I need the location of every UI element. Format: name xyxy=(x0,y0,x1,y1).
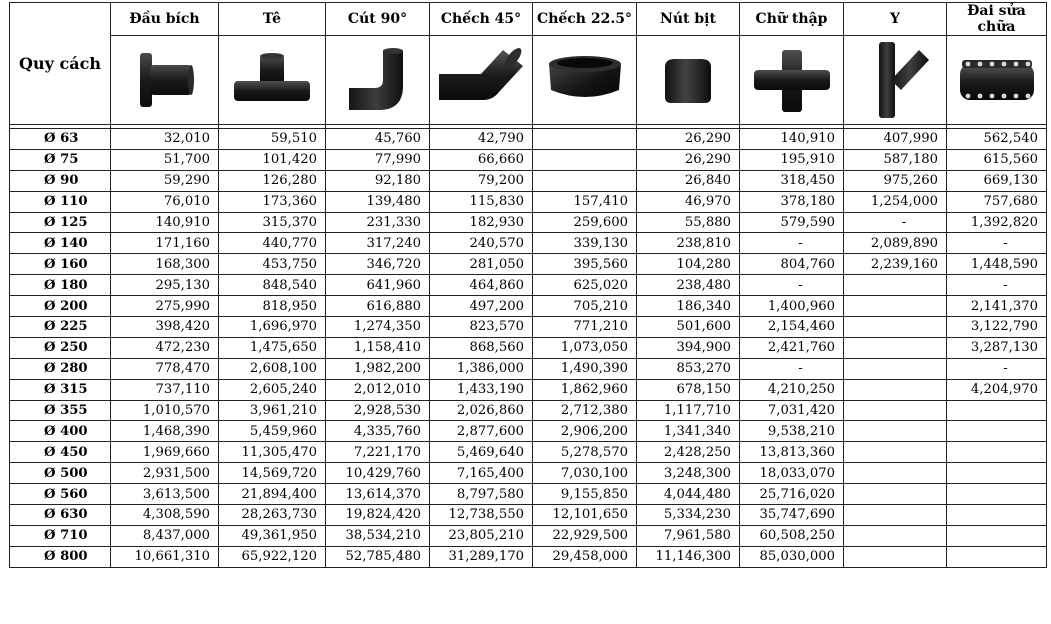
price-cell: 101,420 xyxy=(219,149,326,170)
size-cell: Ø 75 xyxy=(10,149,111,170)
price-cell: 9,155,850 xyxy=(533,484,637,505)
price-cell: 2,154,460 xyxy=(740,317,844,338)
price-cell: 4,044,480 xyxy=(637,484,740,505)
price-cell: 1,400,960 xyxy=(740,296,844,317)
price-cell xyxy=(844,317,947,338)
price-cell: 4,210,250 xyxy=(740,379,844,400)
price-cell xyxy=(533,129,637,150)
price-cell xyxy=(844,358,947,379)
price-cell: 2,141,370 xyxy=(947,296,1047,317)
price-cell: 240,570 xyxy=(430,233,533,254)
price-cell: 19,824,420 xyxy=(326,505,430,526)
price-cell: 59,510 xyxy=(219,129,326,150)
price-cell: 13,813,360 xyxy=(740,442,844,463)
table-row xyxy=(10,191,1047,212)
price-cell: 52,785,480 xyxy=(326,546,430,567)
price-cell: 275,990 xyxy=(111,296,219,317)
table-row xyxy=(10,129,1047,150)
column-header-cross: Chữ thập xyxy=(740,3,844,36)
price-cell: 12,101,650 xyxy=(533,505,637,526)
price-cell xyxy=(844,421,947,442)
price-cell: 171,160 xyxy=(111,233,219,254)
price-cell: 5,459,960 xyxy=(219,421,326,442)
price-cell: 2,421,760 xyxy=(740,337,844,358)
price-cell: 104,280 xyxy=(637,254,740,275)
price-cell: 1,341,340 xyxy=(637,421,740,442)
table-row xyxy=(10,149,1047,170)
price-cell: 77,990 xyxy=(326,149,430,170)
price-cell: 1,982,200 xyxy=(326,358,430,379)
price-cell: 2,428,250 xyxy=(637,442,740,463)
price-cell: 778,470 xyxy=(111,358,219,379)
price-cell: 55,880 xyxy=(637,212,740,233)
size-cell: Ø 710 xyxy=(10,525,111,546)
price-cell: 1,386,000 xyxy=(430,358,533,379)
price-cell: 823,570 xyxy=(430,317,533,338)
price-cell: 1,448,590 xyxy=(947,254,1047,275)
price-cell: 2,239,160 xyxy=(844,254,947,275)
price-cell: 3,248,300 xyxy=(637,463,740,484)
table-row xyxy=(10,400,1047,421)
table-row xyxy=(10,275,1047,296)
price-cell: 1,490,390 xyxy=(533,358,637,379)
header-name-row xyxy=(10,3,1047,36)
price-cell: 1,117,710 xyxy=(637,400,740,421)
price-cell: 853,270 xyxy=(637,358,740,379)
size-cell: Ø 225 xyxy=(10,317,111,338)
price-cell xyxy=(947,484,1047,505)
price-cell: 678,150 xyxy=(637,379,740,400)
price-cell: 59,290 xyxy=(111,170,219,191)
price-cell: 2,608,100 xyxy=(219,358,326,379)
price-cell: 1,862,960 xyxy=(533,379,637,400)
table-row xyxy=(10,546,1047,567)
price-cell: 281,050 xyxy=(430,254,533,275)
price-cell xyxy=(844,525,947,546)
price-cell: 3,122,790 xyxy=(947,317,1047,338)
cross-fitting-icon xyxy=(740,36,844,125)
table-row xyxy=(10,442,1047,463)
price-cell: 1,969,660 xyxy=(111,442,219,463)
price-cell: 394,900 xyxy=(637,337,740,358)
price-cell xyxy=(947,400,1047,421)
price-cell xyxy=(533,170,637,191)
price-cell: 615,560 xyxy=(947,149,1047,170)
price-cell: 346,720 xyxy=(326,254,430,275)
price-cell: 35,747,690 xyxy=(740,505,844,526)
column-header-repair-clamp: Đai sửa chữa xyxy=(947,3,1047,36)
price-cell: 9,538,210 xyxy=(740,421,844,442)
price-cell xyxy=(947,463,1047,484)
price-cell: 11,146,300 xyxy=(637,546,740,567)
price-cell: 182,930 xyxy=(430,212,533,233)
price-cell: 12,738,550 xyxy=(430,505,533,526)
price-cell xyxy=(844,296,947,317)
price-cell: 3,961,210 xyxy=(219,400,326,421)
price-cell: 13,614,370 xyxy=(326,484,430,505)
price-cell: 195,910 xyxy=(740,149,844,170)
tee-fitting-icon xyxy=(219,36,326,125)
column-header-y: Y xyxy=(844,3,947,36)
price-cell xyxy=(947,421,1047,442)
price-cell: 464,860 xyxy=(430,275,533,296)
price-cell: 625,020 xyxy=(533,275,637,296)
price-cell: 140,910 xyxy=(740,129,844,150)
price-cell: 398,420 xyxy=(111,317,219,338)
price-cell: 140,910 xyxy=(111,212,219,233)
price-cell: 259,600 xyxy=(533,212,637,233)
price-cell xyxy=(844,337,947,358)
elbow-22-5-icon xyxy=(533,36,637,125)
price-cell: - xyxy=(740,358,844,379)
price-table-body xyxy=(10,129,1047,568)
price-cell: 7,961,580 xyxy=(637,525,740,546)
price-cell: 115,830 xyxy=(430,191,533,212)
price-cell: 2,712,380 xyxy=(533,400,637,421)
price-cell: 804,760 xyxy=(740,254,844,275)
table-row xyxy=(10,296,1047,317)
elbow-45-icon xyxy=(430,36,533,125)
price-cell: 38,534,210 xyxy=(326,525,430,546)
price-cell: 317,240 xyxy=(326,233,430,254)
price-cell: 1,468,390 xyxy=(111,421,219,442)
price-cell: 315,370 xyxy=(219,212,326,233)
price-cell: 2,605,240 xyxy=(219,379,326,400)
price-cell: 1,254,000 xyxy=(844,191,947,212)
price-cell: 46,970 xyxy=(637,191,740,212)
table-row xyxy=(10,254,1047,275)
price-cell: 5,334,230 xyxy=(637,505,740,526)
price-cell: 126,280 xyxy=(219,170,326,191)
price-cell: 1,433,190 xyxy=(430,379,533,400)
price-cell: 2,928,530 xyxy=(326,400,430,421)
price-cell xyxy=(947,505,1047,526)
price-cell: 26,290 xyxy=(637,149,740,170)
price-cell: 60,508,250 xyxy=(740,525,844,546)
price-cell: 472,230 xyxy=(111,337,219,358)
table-row xyxy=(10,484,1047,505)
price-cell xyxy=(844,275,947,296)
price-cell: 587,180 xyxy=(844,149,947,170)
size-cell: Ø 560 xyxy=(10,484,111,505)
price-cell: 2,089,890 xyxy=(844,233,947,254)
price-cell: 139,480 xyxy=(326,191,430,212)
price-cell: 25,716,020 xyxy=(740,484,844,505)
header-image-row xyxy=(10,36,1047,125)
price-cell xyxy=(844,400,947,421)
price-cell xyxy=(844,484,947,505)
price-cell: 771,210 xyxy=(533,317,637,338)
price-cell: 49,361,950 xyxy=(219,525,326,546)
table-row xyxy=(10,212,1047,233)
price-cell: 157,410 xyxy=(533,191,637,212)
price-cell: 7,221,170 xyxy=(326,442,430,463)
price-cell: 92,180 xyxy=(326,170,430,191)
size-cell: Ø 315 xyxy=(10,379,111,400)
price-cell xyxy=(947,546,1047,567)
size-cell: Ø 160 xyxy=(10,254,111,275)
price-cell: 66,660 xyxy=(430,149,533,170)
size-cell: Ø 355 xyxy=(10,400,111,421)
price-cell: 2,931,500 xyxy=(111,463,219,484)
price-cell: 22,929,500 xyxy=(533,525,637,546)
price-cell: 7,031,420 xyxy=(740,400,844,421)
price-cell: 10,661,310 xyxy=(111,546,219,567)
price-cell: 8,797,580 xyxy=(430,484,533,505)
price-cell: 7,165,400 xyxy=(430,463,533,484)
price-cell: 757,680 xyxy=(947,191,1047,212)
price-cell: 85,030,000 xyxy=(740,546,844,567)
price-cell: 31,289,170 xyxy=(430,546,533,567)
size-cell: Ø 800 xyxy=(10,546,111,567)
price-cell: 4,308,590 xyxy=(111,505,219,526)
price-cell: 1,475,650 xyxy=(219,337,326,358)
price-cell: 76,010 xyxy=(111,191,219,212)
price-cell: 23,805,210 xyxy=(430,525,533,546)
price-cell: 5,469,640 xyxy=(430,442,533,463)
y-branch-icon xyxy=(844,36,947,125)
price-cell: 497,200 xyxy=(430,296,533,317)
price-cell: 1,010,570 xyxy=(111,400,219,421)
price-cell: 2,012,010 xyxy=(326,379,430,400)
size-cell: Ø 250 xyxy=(10,337,111,358)
price-cell: 848,540 xyxy=(219,275,326,296)
price-cell xyxy=(844,546,947,567)
price-cell: 562,540 xyxy=(947,129,1047,150)
size-cell: Ø 63 xyxy=(10,129,111,150)
price-cell: 3,613,500 xyxy=(111,484,219,505)
price-cell: 186,340 xyxy=(637,296,740,317)
price-cell: 10,429,760 xyxy=(326,463,430,484)
price-cell: 407,990 xyxy=(844,129,947,150)
price-cell: 11,305,470 xyxy=(219,442,326,463)
size-cell: Ø 200 xyxy=(10,296,111,317)
price-cell xyxy=(947,525,1047,546)
price-cell: 339,130 xyxy=(533,233,637,254)
table-row xyxy=(10,505,1047,526)
price-cell: 3,287,130 xyxy=(947,337,1047,358)
table-row xyxy=(10,337,1047,358)
price-cell: 705,210 xyxy=(533,296,637,317)
size-cell: Ø 125 xyxy=(10,212,111,233)
price-cell xyxy=(947,442,1047,463)
price-cell: 2,877,600 xyxy=(430,421,533,442)
price-table xyxy=(9,2,1047,568)
size-cell: Ø 500 xyxy=(10,463,111,484)
price-cell: 173,360 xyxy=(219,191,326,212)
price-cell: 440,770 xyxy=(219,233,326,254)
price-cell: 1,073,050 xyxy=(533,337,637,358)
price-cell: 32,010 xyxy=(111,129,219,150)
price-cell: - xyxy=(947,358,1047,379)
price-cell: 65,922,120 xyxy=(219,546,326,567)
column-header-tee: Tê xyxy=(219,3,326,36)
price-cell: 868,560 xyxy=(430,337,533,358)
column-header-elbow-90: Cút 90° xyxy=(326,3,430,36)
price-cell: 453,750 xyxy=(219,254,326,275)
price-cell: 29,458,000 xyxy=(533,546,637,567)
price-cell: 238,480 xyxy=(637,275,740,296)
size-cell: Ø 280 xyxy=(10,358,111,379)
price-cell: 975,260 xyxy=(844,170,947,191)
table-row xyxy=(10,379,1047,400)
table-row xyxy=(10,233,1047,254)
price-cell: 2,906,200 xyxy=(533,421,637,442)
repair-clamp-icon xyxy=(947,36,1047,125)
price-cell: 395,560 xyxy=(533,254,637,275)
price-cell xyxy=(844,442,947,463)
price-cell: 42,790 xyxy=(430,129,533,150)
price-cell: 1,392,820 xyxy=(947,212,1047,233)
price-cell xyxy=(844,505,947,526)
price-cell: 45,760 xyxy=(326,129,430,150)
price-cell: 21,894,400 xyxy=(219,484,326,505)
size-cell: Ø 180 xyxy=(10,275,111,296)
price-cell: 641,960 xyxy=(326,275,430,296)
price-cell: 669,130 xyxy=(947,170,1047,191)
size-cell: Ø 400 xyxy=(10,421,111,442)
price-cell: - xyxy=(947,275,1047,296)
table-row xyxy=(10,170,1047,191)
size-cell: Ø 90 xyxy=(10,170,111,191)
price-cell: 1,696,970 xyxy=(219,317,326,338)
size-cell: Ø 630 xyxy=(10,505,111,526)
price-cell: 501,600 xyxy=(637,317,740,338)
price-cell: 318,450 xyxy=(740,170,844,191)
size-cell: Ø 450 xyxy=(10,442,111,463)
price-cell: 818,950 xyxy=(219,296,326,317)
price-cell: 579,590 xyxy=(740,212,844,233)
price-cell: 1,158,410 xyxy=(326,337,430,358)
spec-header: Quy cách xyxy=(10,3,111,125)
price-cell: 28,263,730 xyxy=(219,505,326,526)
price-cell: 26,840 xyxy=(637,170,740,191)
price-cell: 238,810 xyxy=(637,233,740,254)
table-row xyxy=(10,421,1047,442)
price-cell: 378,180 xyxy=(740,191,844,212)
end-cap-icon xyxy=(637,36,740,125)
price-cell: 168,300 xyxy=(111,254,219,275)
price-cell: 18,033,070 xyxy=(740,463,844,484)
size-cell: Ø 140 xyxy=(10,233,111,254)
table-row xyxy=(10,463,1047,484)
price-cell: 231,330 xyxy=(326,212,430,233)
column-header-flange: Đầu bích xyxy=(111,3,219,36)
price-cell: 616,880 xyxy=(326,296,430,317)
elbow-90-icon xyxy=(326,36,430,125)
price-cell: 7,030,100 xyxy=(533,463,637,484)
price-cell: 5,278,570 xyxy=(533,442,637,463)
table-row xyxy=(10,358,1047,379)
price-cell: 4,335,760 xyxy=(326,421,430,442)
price-cell: 295,130 xyxy=(111,275,219,296)
table-row xyxy=(10,525,1047,546)
table-row xyxy=(10,317,1047,338)
column-header-end-cap: Nút bịt xyxy=(637,3,740,36)
price-cell xyxy=(844,379,947,400)
price-cell: 4,204,970 xyxy=(947,379,1047,400)
size-cell: Ø 110 xyxy=(10,191,111,212)
price-cell: 2,026,860 xyxy=(430,400,533,421)
price-cell: - xyxy=(844,212,947,233)
price-cell: 1,274,350 xyxy=(326,317,430,338)
column-header-elbow-45: Chếch 45° xyxy=(430,3,533,36)
price-cell: - xyxy=(740,275,844,296)
price-cell: 51,700 xyxy=(111,149,219,170)
price-cell: 14,569,720 xyxy=(219,463,326,484)
price-cell: 79,200 xyxy=(430,170,533,191)
price-cell: 8,437,000 xyxy=(111,525,219,546)
flange-adapter-icon xyxy=(111,36,219,125)
price-cell: 26,290 xyxy=(637,129,740,150)
price-cell: - xyxy=(947,233,1047,254)
price-cell xyxy=(533,149,637,170)
column-header-elbow-22-5: Chếch 22.5° xyxy=(533,3,637,36)
price-cell: 737,110 xyxy=(111,379,219,400)
price-cell xyxy=(844,463,947,484)
price-cell: - xyxy=(740,233,844,254)
